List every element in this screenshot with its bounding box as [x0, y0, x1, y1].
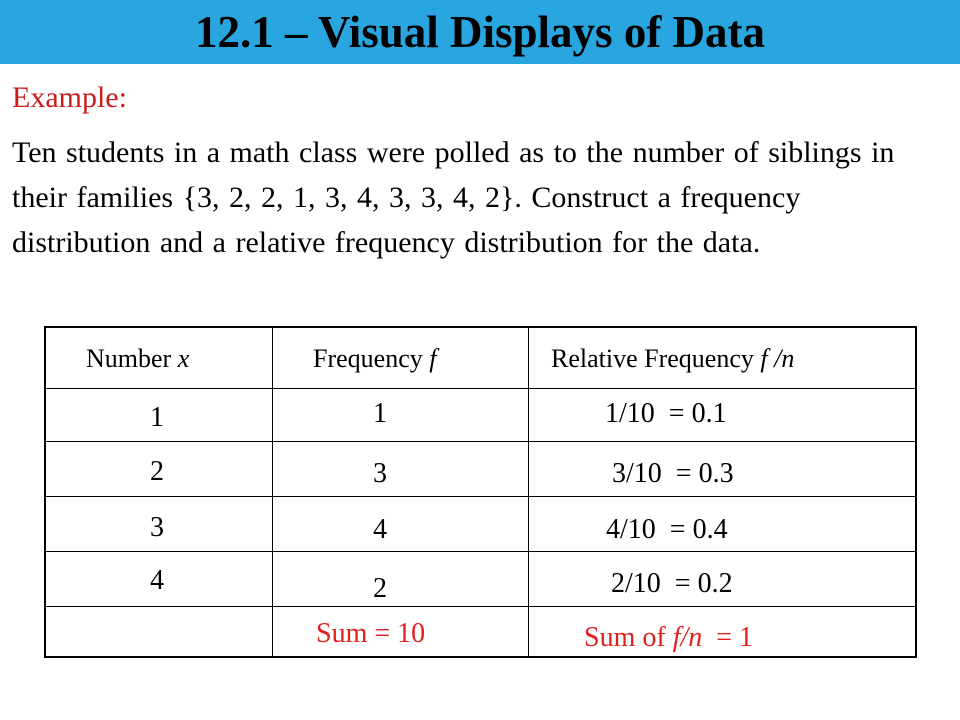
cell-x: 1 [150, 402, 164, 433]
table-rule [46, 388, 915, 389]
slide-title: 12.1 – Visual Displays of Data [194, 7, 766, 57]
cell-rel: 2/10 = 0.2 [611, 568, 733, 599]
cell-x: 2 [150, 456, 164, 487]
cell-f: 4 [373, 514, 387, 545]
table-rule [46, 606, 915, 607]
cell-rel: 4/10 = 0.4 [606, 514, 728, 545]
sum-relative-frequency: Sum of f/n = 1 [584, 622, 754, 653]
problem-text: Ten students in a math class were polled as to the number of siblings in their families {3, 2, 2, 1, 3, 4, 3, 3, 4, 2}. Construct a frequency distribution and a relative frequency distribution for the data. [12, 136, 895, 259]
cell-rel: 3/10 = 0.3 [612, 458, 734, 489]
cell-f: 2 [373, 573, 387, 604]
table-divider [528, 328, 529, 656]
header-frequency: Frequency f [313, 344, 437, 373]
table-rule [46, 496, 915, 497]
frequency-table [44, 326, 917, 658]
table-divider [272, 328, 273, 656]
cell-f: 1 [373, 398, 387, 429]
table-rule [46, 441, 915, 442]
example-label: Example: [12, 81, 127, 114]
header-relative-frequency: Relative Frequency f /n [551, 344, 795, 373]
cell-f: 3 [373, 458, 387, 489]
sum-frequency: Sum = 10 [316, 618, 426, 649]
cell-x: 3 [150, 512, 164, 543]
header-number: Number x [86, 344, 190, 373]
cell-rel: 1/10 = 0.1 [605, 398, 727, 429]
table-rule [46, 551, 915, 552]
cell-x: 4 [150, 565, 164, 596]
